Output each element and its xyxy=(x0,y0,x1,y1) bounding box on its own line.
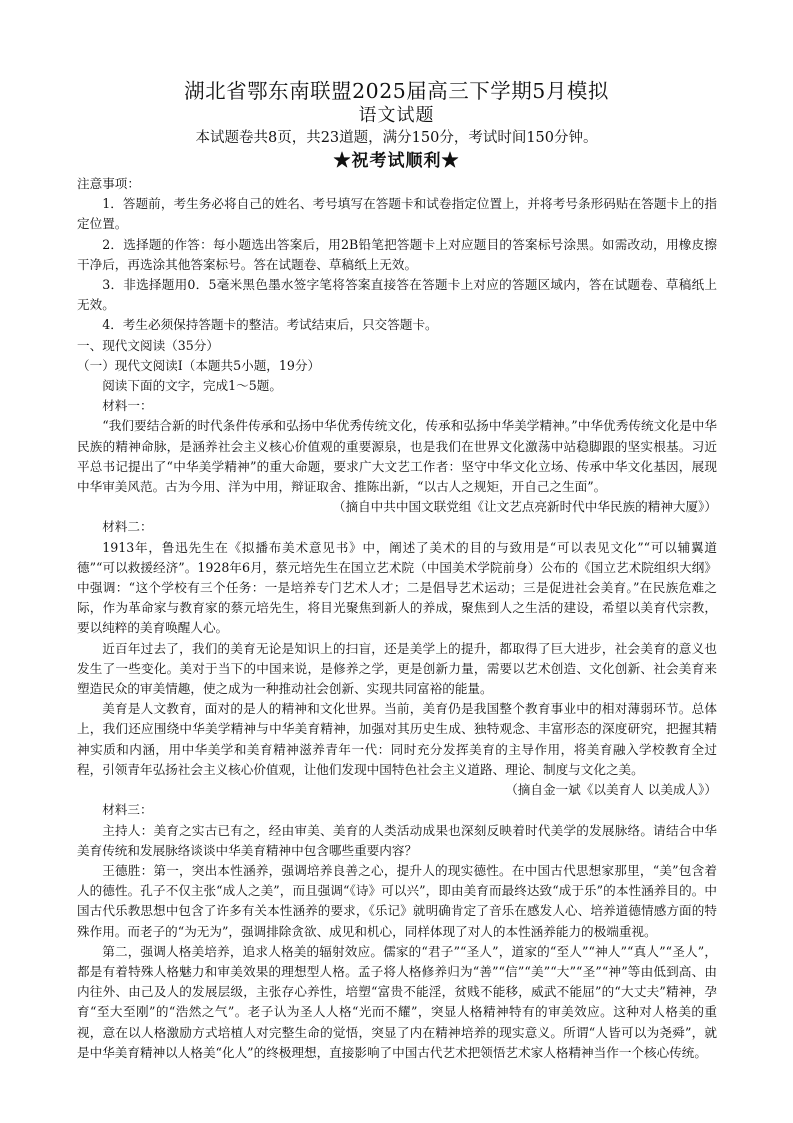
note-item-3: 3．非选择题用0．5毫米黑色墨水签字笔将答案直接答在答题卡上对应的答题区域内，答在试题卷、草稿纸上无效。 xyxy=(77,277,717,313)
material2-paragraph: 美育是人文教育，面对的是人的精神和文化世界。当前，美育仍是我国整个教育事业中的相对薄弱环节。总体上，我们还应围绕中华美学精神与中华美育精神，加强对其历史生成、独特观念、丰富形态的深度研究，把握其精神实质和内涵，用中华美学和美育精神滋养青年一代：同时充分发挥美育的主导作用，将美育融入学校教育全过程，引领青年弘扬社会主义核心价值观，让他们发现中国特色社会主义道路、理论、制度与文化之美。 xyxy=(77,701,717,777)
material3-paragraph: 第二，强调人格美培养，追求人格美的辐射效应。儒家的“君子”“圣人”，道家的“至人”“神人”“真人”“圣人”，都是有着特殊人格魅力和审美效果的理想型人格。孟子将人格修养归为“善”“信”“美”“大”“圣”“神”等由低到高、由内往外、由己及人的发展层级，主张存心养性，培塑“富贵不能淫，贫贱不能移，威武不能屈”的“大丈夫”精神，孕育“至大至刚”的“浩然之气”。老子认为圣人人格“光而不耀”，突显人格精神特有的审美效应。这种对人格美的重视，意在以人格激励方式培植人对完整生命的觉悟，突显了内在精神培养的现实意义。所谓“人皆可以为尧舜”，就是中华美育精神以人格美“化人”的终极理想，直接影响了中国古代艺术把领悟艺术家人格精神当作一个核心传统。 xyxy=(77,943,717,1060)
exam-info: 本试题卷共8页，共23道题，满分150分，考试时间150分钟。 xyxy=(195,130,598,146)
notes-heading: 注意事项： xyxy=(77,176,140,191)
note-item-2: 2．选择题的作答：每小题选出答案后，用2B铅笔把答题卡上对应题目的答案标号涂黑。如需改动，用橡皮擦干净后，再选涂其他答案标号。答在试题卷、草稿纸上无效。 xyxy=(77,236,717,272)
section-sub-heading: （一）现代文阅读Ⅰ（本题共5小题，19分） xyxy=(77,357,321,373)
exam-wish: ★祝考试顺利★ xyxy=(333,151,460,171)
material2-paragraph: 1913年，鲁迅先生在《拟播布美术意见书》中，阐述了美术的目的与致用是“可以表见文化”“可以辅翼道德”“可以救援经济”。1928年6月，蔡元培先生在国立艺术院（中国美术学院前身）公布的《国立艺术院组织大纲》中强调：“这个学校有三个任务：一是培养专门艺术人才；二是倡导艺术运动；三是促进社会美育。”在民族危难之际，作为革命家与教育家的蔡元培先生，将目光聚焦到新人的养成，聚焦到人之生活的建设，希望以美育代宗教，要以纯粹的美育唤醒人心。 xyxy=(77,539,717,636)
material1-label: 材料一： xyxy=(102,398,153,414)
material1-paragraph: “我们要结合新的时代条件传承和弘扬中华优秀传统文化，传承和弘扬中华美学精神。”中华优秀传统文化是中华民族的精神命脉，是涵养社会主义核心价值观的重要源泉，也是我们在世界文化激荡中站稳脚跟的坚实根基。习近平总书记提出了“中华美学精神”的重大命题，要求广大文艺工作者：坚守中华文化立场、传承中华文化基因，展现中华审美风范。古为今用、洋为中用，辩证取舍、推陈出新，“以古人之规矩，开自己之生面”。 xyxy=(77,418,717,495)
section-instruction: 阅读下面的文字，完成1～5题。 xyxy=(102,378,282,394)
material1-source: （摘自中共中国文联党组《让文艺点亮新时代中华民族的精神大厦》） xyxy=(332,499,717,515)
material2-paragraph: 近百年过去了，我们的美育无论是知识上的扫盲，还是美学上的提升，都取得了巨大进步，社会美育的意义也发生了一些变化。美对于当下的中国来说，是修养之学，更是创新力量，需要以艺术创造、文化创新、社会美育来塑造民众的审美情趣，使之成为一种推动社会创新、实现共同富裕的能量。 xyxy=(77,640,717,697)
note-item-1: 1．答题前，考生务必将自己的姓名、考号填写在答题卡和试卷指定位置上，并将考号条形码贴在答题卡上的指定位置。 xyxy=(77,196,717,232)
material3-paragraph: 主持人：美育之实古已有之，经由审美、美育的人类活动成果也深刻反映着时代美学的发展脉络。请结合中华美育传统和发展脉络谈谈中华美育精神中包含哪些重要内容？ xyxy=(77,822,717,858)
note-item-4: 4．考生必须保持答题卡的整洁。考试结束后，只交答题卡。 xyxy=(102,317,438,333)
exam-subtitle: 语文试题 xyxy=(358,105,435,126)
exam-body xyxy=(77,174,717,1063)
material3-paragraph: 王德胜：第一，突出本性涵养，强调培养良善之心，提升人的现实德性。在中国古代思想家那里，“美”包含着人的德性。孔子不仅主张“成人之美”，而且强调“《诗》可以兴”，即由美育而最终达致“成于乐”的本性涵养目的。中国古代乐教思想中包含了许多有关本性涵养的要求，《乐记》就明确肯定了音乐在感发人心、培养道德情感方面的特殊作用。而老子的“为无为”，强调排除贪欲、成见和机心，同样体现了对人的本性涵养能力的极端重视。 xyxy=(77,862,717,939)
material2-label: 材料二： xyxy=(102,519,153,535)
material3-label: 材料三： xyxy=(102,802,153,818)
section-heading: 一、现代文阅读（35分） xyxy=(77,337,219,353)
material2-source: （摘自金一斌《以美育人 以美成人》） xyxy=(505,782,717,798)
exam-title: 湖北省鄂东南联盟2025届高三下学期5月模拟 xyxy=(184,79,609,103)
